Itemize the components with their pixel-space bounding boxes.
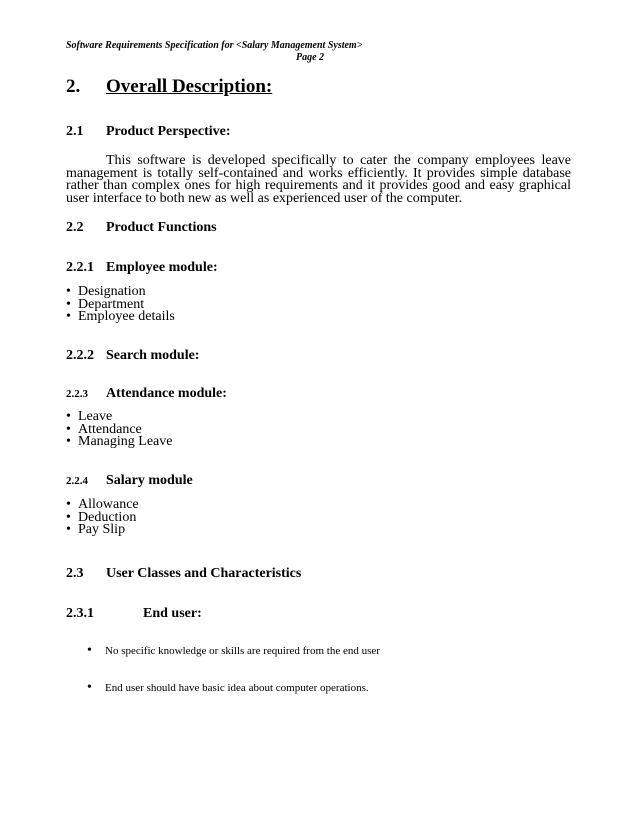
bullet-icon: • bbox=[66, 421, 71, 437]
salary-module-list bbox=[66, 499, 139, 537]
bullet-icon: • bbox=[66, 309, 71, 325]
paragraph-text: This software is developed specifically to cater the company employees leave management is totally self-contained and works efficiently. It provides simple database rather than complex ones for high requirements and it provides good and easy graphical user interface to both new as well as experienced user of the computer. bbox=[66, 153, 571, 206]
header-document-title: Software Requirements Specification for <Salary Management System> bbox=[66, 40, 363, 51]
section-number: 2. bbox=[66, 76, 81, 97]
heading-title: Salary module bbox=[106, 473, 193, 488]
heading-number: 2.2.3 bbox=[66, 388, 88, 400]
list-item: • Pay Slip bbox=[66, 522, 126, 538]
heading-number: 2.2 bbox=[66, 220, 84, 235]
heading-2-1 bbox=[66, 124, 231, 140]
heading-title: Search module: bbox=[106, 348, 200, 363]
product-perspective-paragraph bbox=[66, 155, 571, 205]
heading-2-3-1 bbox=[66, 606, 202, 622]
heading-number: 2.3.1 bbox=[66, 606, 94, 621]
bullet-icon: • bbox=[66, 522, 71, 538]
employee-module-list bbox=[66, 286, 175, 324]
heading-number: 2.2.4 bbox=[66, 475, 88, 487]
bullet-icon: • bbox=[87, 680, 92, 695]
document-page: Software Requirements Specification for <Salary Management System> Page 2 2. Overall Description: 2.1 Product Perspective: This software is developed specifically to cater the company employees leave management is totally self-contained and works efficiently. It provides simple database rather than complex ones for high requirements and it provides good and easy graphical user interface to both new as well as experienced user of the computer. 2.2 Product Functions 2.2.1 Employee module: • Designation • Department • Employee details 2.2.2 Search module: 2.2.3 Attendance module: • Leave • Attendance • Managing Leave 2.2.4 Salary module • Allowance • Deduction • Pay Slip 2.3 User Classes and Characteristics 2.3.1 End user: • No specific knowledge or skills are required from the end user • End user should have basic idea about computer operations. bbox=[66, 40, 571, 695]
heading-number: 2.2.2 bbox=[66, 348, 94, 363]
list-item: • Department bbox=[66, 296, 145, 312]
heading-title: User Classes and Characteristics bbox=[106, 566, 302, 581]
heading-number: 2.1 bbox=[66, 124, 84, 139]
bullet-icon: • bbox=[66, 497, 71, 512]
heading-number: 2.3 bbox=[66, 566, 84, 581]
list-item: • Employee details bbox=[66, 309, 175, 325]
list-item: • Deduction bbox=[66, 509, 137, 525]
heading-title: Employee module: bbox=[106, 260, 218, 275]
bullet-icon: • bbox=[66, 296, 71, 312]
bullet-icon: • bbox=[66, 409, 71, 424]
list-item: • Allowance bbox=[66, 497, 139, 512]
list-item: • Attendance bbox=[66, 421, 142, 437]
heading-title: Product Functions bbox=[106, 220, 217, 235]
list-item: • Leave bbox=[66, 409, 113, 424]
heading-title: Product Perspective: bbox=[106, 124, 231, 139]
bullet-icon: • bbox=[66, 509, 71, 525]
bullet-icon: • bbox=[66, 434, 71, 450]
bullet-icon: • bbox=[87, 643, 92, 658]
heading-2-2-3 bbox=[66, 386, 227, 402]
heading-title: Attendance module: bbox=[106, 386, 227, 401]
attendance-module-list bbox=[66, 411, 172, 449]
heading-2-2-1 bbox=[66, 260, 218, 276]
list-item: • Managing Leave bbox=[66, 434, 173, 450]
heading-2-3 bbox=[66, 566, 302, 582]
section-heading-2 bbox=[66, 76, 273, 98]
bullet-icon: • bbox=[66, 284, 71, 299]
header-page-number: Page 2 bbox=[296, 52, 325, 63]
heading-number: 2.2.1 bbox=[66, 260, 94, 275]
heading-2-2-2 bbox=[66, 348, 200, 364]
heading-title: End user: bbox=[143, 606, 202, 621]
heading-2-2 bbox=[66, 220, 217, 236]
heading-2-2-4 bbox=[66, 473, 193, 489]
list-item: • Designation bbox=[66, 284, 146, 299]
section-title: Overall Description: bbox=[106, 76, 273, 97]
